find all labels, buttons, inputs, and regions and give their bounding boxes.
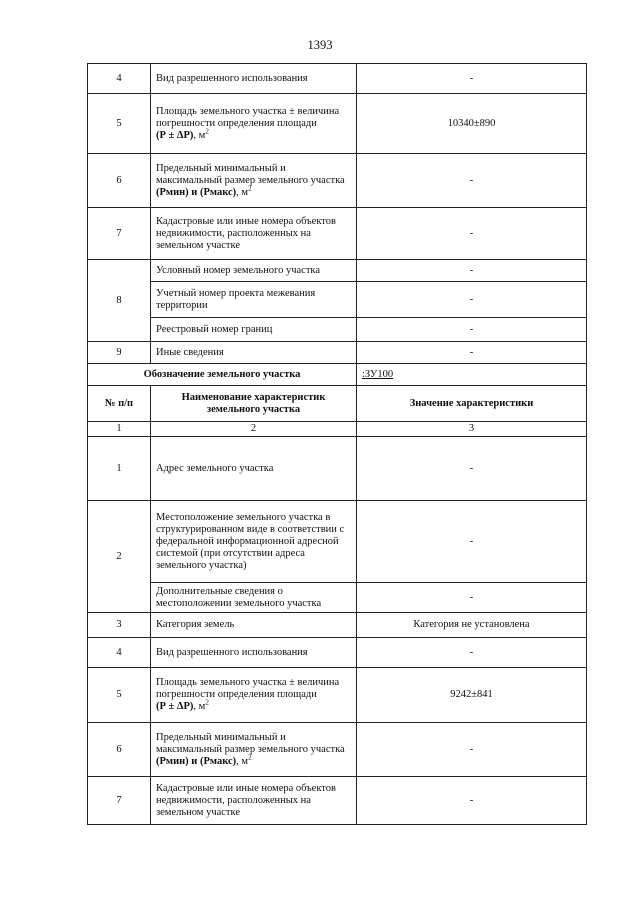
characteristic-value: - bbox=[357, 342, 587, 364]
characteristic-value: 9242±841 bbox=[357, 668, 587, 723]
row-number: 2 bbox=[88, 501, 151, 613]
characteristic-value: - bbox=[357, 154, 587, 208]
row-number: 8 bbox=[88, 260, 151, 342]
unit-superscript: 2 bbox=[205, 127, 209, 135]
name-text: Площадь земельного участка ± величина погрешности определения площади bbox=[156, 677, 340, 700]
characteristic-name bbox=[151, 668, 357, 723]
table-header-row bbox=[88, 386, 587, 422]
characteristic-value: - bbox=[357, 723, 587, 777]
characteristic-name: Кадастровые или иные номера объектов недвижимости, расположенных на земельном участке bbox=[151, 777, 357, 825]
table-row bbox=[88, 437, 587, 501]
row-number: 3 bbox=[88, 613, 151, 638]
characteristic-name: Кадастровые или иные номера объектов недвижимости, расположенных на земельном участке bbox=[151, 208, 357, 260]
table-row bbox=[88, 583, 587, 613]
characteristic-name bbox=[151, 94, 357, 154]
name-formula: (Рмин) и (Рмакс) bbox=[156, 186, 237, 198]
header-characteristic-name: Наименование характеристик земельного участка bbox=[151, 386, 357, 422]
table-row bbox=[88, 777, 587, 825]
column-number: 2 bbox=[151, 422, 357, 437]
characteristic-name: Дополнительные сведения о местоположении земельного участка bbox=[151, 583, 357, 613]
row-number: 6 bbox=[88, 154, 151, 208]
row-number: 7 bbox=[88, 208, 151, 260]
characteristic-value: - bbox=[357, 260, 587, 282]
row-number: 5 bbox=[88, 668, 151, 723]
characteristic-name bbox=[151, 154, 357, 208]
characteristic-value: 10340±890 bbox=[357, 94, 587, 154]
characteristic-value: - bbox=[357, 501, 587, 583]
characteristic-name: Условный номер земельного участка bbox=[151, 260, 357, 282]
characteristic-name: Учетный номер проекта межевания территории bbox=[151, 282, 357, 318]
characteristic-name: Категория земель bbox=[151, 613, 357, 638]
characteristic-value: - bbox=[357, 638, 587, 668]
name-formula: (Р ± ΔР) bbox=[156, 701, 194, 712]
characteristic-value: - bbox=[357, 437, 587, 501]
column-number: 3 bbox=[357, 422, 587, 437]
table-row bbox=[88, 318, 587, 342]
characteristic-value: - bbox=[357, 208, 587, 260]
characteristic-name: Реестровый номер границ bbox=[151, 318, 357, 342]
characteristic-name: Вид разрешенного использования bbox=[151, 638, 357, 668]
characteristic-value: - bbox=[357, 282, 587, 318]
parcel-designation-value: :ЗУ100 bbox=[357, 364, 587, 386]
characteristic-name: Местоположение земельного участка в структурированном виде в соответствии с федеральной информационной адресной системой (при отсутствии адреса земельного участка) bbox=[151, 501, 357, 583]
land-parcel-table bbox=[87, 63, 587, 825]
row-number: 1 bbox=[88, 437, 151, 501]
table-row bbox=[88, 342, 587, 364]
column-number: 1 bbox=[88, 422, 151, 437]
characteristic-value: - bbox=[357, 777, 587, 825]
characteristic-value: Категория не установлена bbox=[357, 613, 587, 638]
table-row bbox=[88, 260, 587, 282]
table-row bbox=[88, 64, 587, 94]
characteristic-value: - bbox=[357, 64, 587, 94]
name-unit: , м bbox=[193, 701, 206, 712]
name-unit: , м bbox=[236, 186, 249, 198]
characteristic-value: - bbox=[357, 583, 587, 613]
table-row bbox=[88, 668, 587, 723]
unit-superscript: 2 bbox=[248, 184, 252, 192]
characteristic-name: Адрес земельного участка bbox=[151, 437, 357, 501]
table-row bbox=[88, 638, 587, 668]
name-formula: (Р ± ΔР) bbox=[156, 129, 194, 141]
name-text: Площадь земельного участка ± величина погрешности определения площади bbox=[156, 105, 340, 129]
parcel-designation-row bbox=[88, 364, 587, 386]
header-number: № п/п bbox=[88, 386, 151, 422]
table-row bbox=[88, 613, 587, 638]
characteristic-name: Иные сведения bbox=[151, 342, 357, 364]
row-number: 4 bbox=[88, 638, 151, 668]
row-number: 6 bbox=[88, 723, 151, 777]
table-row bbox=[88, 208, 587, 260]
row-number: 9 bbox=[88, 342, 151, 364]
unit-superscript: 2 bbox=[248, 753, 252, 761]
header-characteristic-value: Значение характеристики bbox=[357, 386, 587, 422]
column-number-row bbox=[88, 422, 587, 437]
row-number: 5 bbox=[88, 94, 151, 154]
table-row bbox=[88, 723, 587, 777]
name-text: Предельный минимальный и максимальный размер земельного участка bbox=[156, 162, 345, 186]
unit-superscript: 2 bbox=[205, 698, 209, 707]
name-formula: (Рмин) и (Рмакс) bbox=[156, 755, 237, 767]
row-number: 4 bbox=[88, 64, 151, 94]
row-number: 7 bbox=[88, 777, 151, 825]
name-unit: , м bbox=[236, 755, 249, 767]
table-row bbox=[88, 282, 587, 318]
table-row bbox=[88, 154, 587, 208]
page-number: 1393 bbox=[307, 38, 333, 52]
parcel-designation-label: Обозначение земельного участка bbox=[88, 364, 357, 386]
name-text: Предельный минимальный и максимальный размер земельного участка bbox=[156, 731, 345, 755]
name-unit: , м bbox=[193, 129, 206, 141]
table-row bbox=[88, 94, 587, 154]
table-row bbox=[88, 501, 587, 583]
characteristic-name: Вид разрешенного использования bbox=[151, 64, 357, 94]
characteristic-name bbox=[151, 723, 357, 777]
characteristic-value: - bbox=[357, 318, 587, 342]
